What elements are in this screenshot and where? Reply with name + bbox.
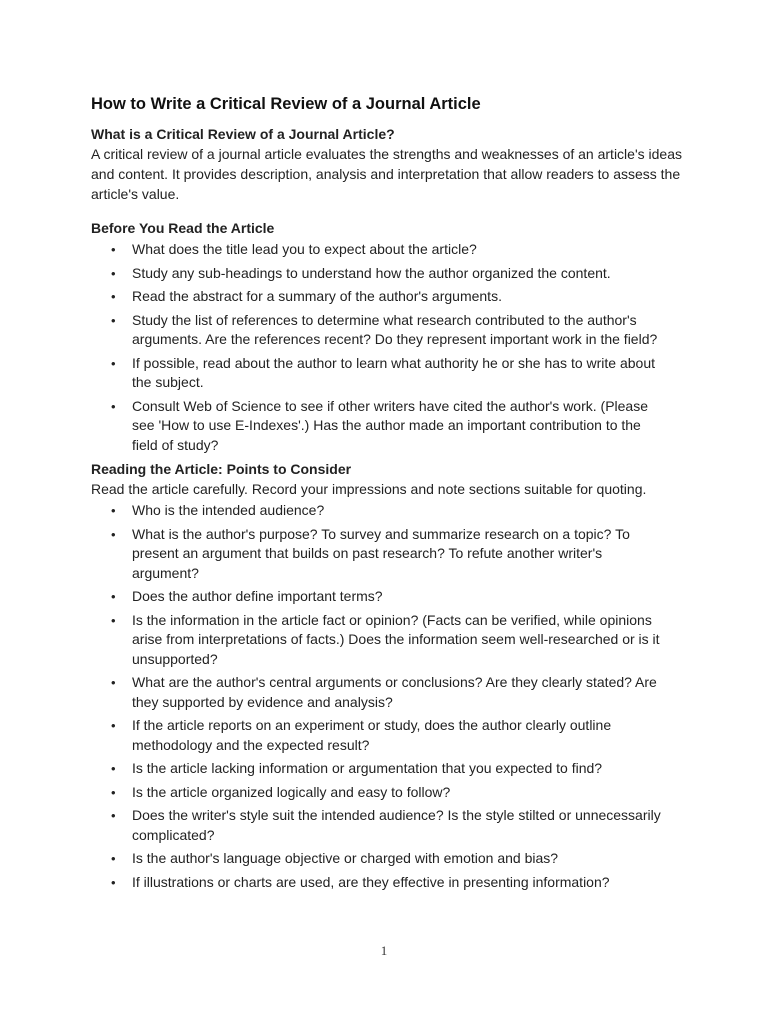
bullet-icon: • xyxy=(111,808,116,823)
bullet-icon: • xyxy=(111,526,116,542)
section-heading-reading-the-article: Reading the Article: Points to Consider xyxy=(91,461,352,477)
bullet-icon: • xyxy=(111,851,116,866)
section-paragraph-what-is: A critical review of a journal article evaluates the strengths and weaknesses of an article's ideas and content. It provides description, analysis and interpretation that allow readers to assess the article's value. xyxy=(91,146,682,202)
list-item-text: What are the author's central arguments or conclusions? Are they clearly stated? Are they supported by evidence and analysis? xyxy=(132,674,657,710)
list-item-text: Is the author's language objective or charged with emotion and bias? xyxy=(132,850,559,866)
list-item-text: Study the list of references to determine what research contributed to the author's arguments. Are the references recent? Do they represent important work in the field? xyxy=(132,311,658,347)
list-item xyxy=(91,525,662,584)
bullet-list-before-you-read xyxy=(91,240,691,455)
bullet-icon: • xyxy=(111,242,116,257)
list-item xyxy=(91,501,662,521)
list-item xyxy=(91,806,662,845)
bullet-icon: • xyxy=(111,761,116,776)
list-item-text: Consult Web of Science to see if other writers have cited the author's work. (Please see 'How to use E-Indexes'.) Has the author made an important contribution to the field of study? xyxy=(132,397,648,453)
list-item-text: Does the author define important terms? xyxy=(132,588,383,604)
list-item xyxy=(91,397,662,456)
section-heading-before-you-read: Before You Read the Article xyxy=(91,220,275,236)
list-item-text: Is the information in the article fact or opinion? (Facts can be verified, while opinions arise from interpretations of facts.) Does the information seem well-researched or is it unsupported? xyxy=(132,611,660,667)
bullet-icon: • xyxy=(111,265,116,281)
list-item xyxy=(91,287,662,307)
page-number: 1 xyxy=(380,943,388,958)
list-item-text: If illustrations or charts are used, are they effective in presenting information? xyxy=(132,873,610,890)
section-paragraph-reading-the-article: Read the article carefully. Record your impressions and note sections suitable for quoting. xyxy=(91,481,647,497)
list-item xyxy=(91,587,662,607)
list-item xyxy=(91,611,662,670)
list-item xyxy=(91,673,662,712)
list-item xyxy=(91,311,662,350)
bullet-icon: • xyxy=(111,718,116,733)
bullet-icon: • xyxy=(111,874,116,890)
list-item-text: Study any sub-headings to understand how the author organized the content. xyxy=(132,264,611,281)
list-item-text: If the article reports on an experiment or study, does the author clearly outline methodology and the expected result? xyxy=(132,717,612,753)
bullet-icon: • xyxy=(111,289,116,304)
list-item-text: Does the writer's style suit the intended audience? Is the style stilted or unnecessarily complicated? xyxy=(132,807,661,843)
list-item-text: Who is the intended audience? xyxy=(132,502,325,518)
bullet-icon: • xyxy=(111,398,116,414)
list-item xyxy=(91,783,662,803)
section-heading-what-is: What is a Critical Review of a Journal Article? xyxy=(91,126,395,142)
list-item xyxy=(91,873,662,893)
list-item-text: What is the author's purpose? To survey and summarize research on a topic? To present an argument that builds on past research? To refute another writer's argument? xyxy=(132,525,630,581)
bullet-list-points-to-consider xyxy=(91,501,691,892)
document-content xyxy=(91,94,691,896)
list-item xyxy=(91,240,662,260)
list-item-text: Read the abstract for a summary of the author's arguments. xyxy=(132,288,502,304)
bullet-icon: • xyxy=(111,675,116,690)
bullet-icon: • xyxy=(111,355,116,371)
bullet-icon: • xyxy=(111,612,116,628)
bullet-icon: • xyxy=(111,784,116,800)
list-item xyxy=(91,759,662,779)
list-item-text: Is the article lacking information or argumentation that you expected to find? xyxy=(132,760,603,776)
list-item-text: Is the article organized logically and easy to follow? xyxy=(132,783,451,800)
bullet-icon: • xyxy=(111,589,116,604)
list-item xyxy=(91,354,662,393)
list-item-text: What does the title lead you to expect about the article? xyxy=(132,241,477,257)
list-item xyxy=(91,849,662,869)
list-item xyxy=(91,264,662,284)
document-title: How to Write a Critical Review of a Journal Article xyxy=(91,95,481,113)
bullet-icon: • xyxy=(111,503,116,518)
list-item xyxy=(91,716,662,755)
bullet-icon: • xyxy=(111,312,116,328)
list-item-text: If possible, read about the author to learn what authority he or she has to write about the subject. xyxy=(132,354,655,390)
